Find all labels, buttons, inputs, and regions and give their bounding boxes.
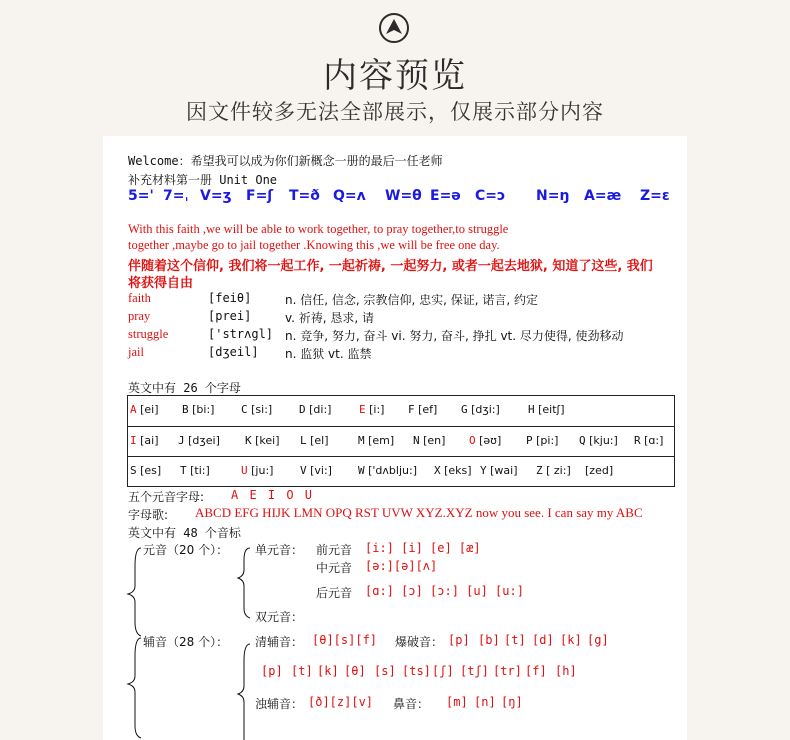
phonemes-heading: 英文中有 48 个音标 <box>128 526 241 540</box>
plosive-ipa: [k] <box>560 633 582 647</box>
alphabet-cell <box>299 403 331 416</box>
letter: Z <box>536 464 543 477</box>
diphthong-label: 双元音： <box>255 610 304 624</box>
sound-map-item: E=ə <box>430 188 461 204</box>
letter-pronunciation: [bi:] <box>188 403 215 416</box>
front-vowel-ipa: [i:] [i] [e] [æ] <box>365 541 481 555</box>
letter: M <box>358 434 365 447</box>
alphabet-row <box>128 396 674 425</box>
vocab-word: struggle <box>128 327 169 341</box>
letter: R <box>634 434 641 447</box>
letter: N <box>413 434 420 447</box>
letter-pronunciation: [ei] <box>136 403 159 416</box>
sound-map-item: 7=ˌ <box>163 188 189 204</box>
alphabet-cell <box>579 434 618 447</box>
song-label: 字母歌: <box>128 508 169 522</box>
english-passage-line-2: together ,maybe go to jail together .Knowing this ,we will be free one day. <box>128 238 500 252</box>
vocab-meaning: n. 竞争, 努力, 奋斗 vi. 努力, 奋斗, 挣扎 vt. 尽力使得, 使劲移动 <box>285 329 624 343</box>
unit-line: 补充材料第一册 Unit One <box>128 173 278 187</box>
alphabet-cell <box>413 434 445 447</box>
letter: L <box>300 434 307 447</box>
letter: C <box>241 403 248 416</box>
letter-pronunciation: [əʊ] <box>475 434 502 447</box>
letter-pronunciation: [dʒei] <box>184 434 220 447</box>
letter: T <box>180 464 187 477</box>
letter-pronunciation: [vi:] <box>306 464 332 477</box>
plosive-ipa: [g] <box>587 633 609 647</box>
monophthong-label: 单元音： <box>255 543 304 557</box>
sound-map-item: T=ð <box>289 188 320 204</box>
vocab-ipa: ['strʌgl] <box>208 327 274 341</box>
sound-map-item: 5=' <box>128 188 154 204</box>
letter-pronunciation: [zed] <box>585 464 614 477</box>
nasal-ipa: [n] <box>474 695 496 709</box>
consonant-ipa: [tr] <box>493 664 522 678</box>
vocab-ipa: [prei] <box>208 309 252 323</box>
back-vowel-label: 后元音 <box>316 586 353 600</box>
consonant-ipa: [s] <box>374 664 396 678</box>
letter-pronunciation: [kju:] <box>585 434 618 447</box>
page-title: 内容预览 <box>323 56 467 96</box>
letter-pronunciation: [ef] <box>414 403 438 416</box>
vocab-ipa: [dʒeil] <box>208 345 259 359</box>
plosive-ipa: [t] <box>504 633 526 647</box>
vocab-word: pray <box>128 309 151 323</box>
consonant-ipa: [p] <box>261 664 283 678</box>
alphabet-cell <box>480 464 518 477</box>
consonant-group-label: 辅音（28 个）： <box>143 635 229 649</box>
front-vowel-label: 前元音 <box>316 543 353 557</box>
alphabet-song: ABCD EFG HIJK LMN OPQ RST UVW XYZ.XYZ now you see. I can say my ABC <box>195 505 643 520</box>
alphabet-cell <box>634 434 663 447</box>
plosive-ipa: [d] <box>532 633 554 647</box>
letter-pronunciation: [di:] <box>305 403 332 416</box>
consonant-ipa: [θ] <box>344 664 366 678</box>
letter: G <box>461 403 468 416</box>
alphabet-cell <box>469 434 501 447</box>
letter-pronunciation: ['dʌblju:] <box>364 464 417 477</box>
alphabet-cell <box>528 403 565 416</box>
letter-pronunciation: [es] <box>136 464 162 477</box>
letter-pronunciation: [dʒi:] <box>467 403 500 416</box>
letter: X <box>434 464 441 477</box>
letter-pronunciation: [em] <box>364 434 395 447</box>
letter-pronunciation: [ti:] <box>186 464 210 477</box>
letter-pronunciation: [eitʃ] <box>534 403 565 416</box>
voiced-ipa: [ð][z][v] <box>308 695 374 709</box>
sound-map-item: A=æ <box>584 188 622 204</box>
sound-map-item: V=ʒ <box>200 188 232 204</box>
letter: K <box>245 434 252 447</box>
sound-map-item: C=ɔ <box>475 188 506 204</box>
sound-map-item: Q=ʌ <box>333 188 366 204</box>
alphabet-cell <box>130 464 161 477</box>
letter: U <box>241 464 248 477</box>
letter: W <box>358 464 365 477</box>
document-preview <box>103 136 687 740</box>
nasal-label: 鼻音： <box>393 697 430 711</box>
sound-map-item: F=ʃ <box>246 188 274 204</box>
consonant-ipa: [k] <box>317 664 339 678</box>
plosive-ipa: [p] <box>448 633 470 647</box>
alphabet-cell <box>536 464 571 477</box>
letter: Q <box>579 434 586 447</box>
plosive-label: 爆破音： <box>395 635 444 649</box>
letter-pronunciation: [si:] <box>247 403 273 416</box>
sound-map-item: N=ŋ <box>536 188 570 204</box>
alphabet-cell <box>408 403 437 416</box>
letter: D <box>299 403 306 416</box>
letter: E <box>359 403 366 416</box>
alphabet-table <box>127 395 675 487</box>
sound-map-item: W=θ <box>385 188 422 204</box>
letter-pronunciation: [pi:] <box>532 434 559 447</box>
mid-vowel-label: 中元音 <box>316 561 353 575</box>
sound-map-item: Z=ɛ <box>640 188 670 204</box>
alphabet-cell <box>180 464 210 477</box>
consonant-ipa: [ts] <box>402 664 431 678</box>
nasal-ipa: [m] <box>446 695 468 709</box>
vowel-letters-label: 五个元音字母: <box>128 490 205 504</box>
letter-pronunciation: [ai] <box>136 434 159 447</box>
letter-pronunciation: [en] <box>419 434 446 447</box>
alphabet-cell <box>434 464 472 477</box>
mid-vowel-ipa: [ə:][ə][ʌ] <box>365 559 438 573</box>
letter: Y <box>480 464 487 477</box>
letters-heading: 英文中有 26 个字母 <box>128 381 241 395</box>
up-arrow-logo-icon <box>378 12 410 44</box>
letter: P <box>526 434 533 447</box>
alphabet-row <box>128 456 674 486</box>
alphabet-row <box>128 426 674 456</box>
alphabet-cell <box>300 464 332 477</box>
nasal-ipa: [ŋ] <box>501 695 523 709</box>
english-passage-line-1: With this faith ,we will be able to work together, to pray together,to struggle <box>128 222 509 236</box>
alphabet-cell <box>461 403 500 416</box>
vocab-meaning: v. 祈祷, 恳求, 请 <box>285 311 375 325</box>
voiceless-label: 清辅音： <box>255 635 304 649</box>
letter-pronunciation: [wai] <box>486 464 518 477</box>
letter: B <box>182 403 189 416</box>
letter: F <box>408 403 415 416</box>
consonant-ipa: [f] <box>525 664 547 678</box>
plosive-ipa: [b] <box>478 633 500 647</box>
page-subtitle: 因文件较多无法全部展示，仅展示部分内容 <box>186 100 604 124</box>
letter: H <box>528 403 535 416</box>
letter-pronunciation: [i:] <box>365 403 385 416</box>
letter-pronunciation: [el] <box>306 434 329 447</box>
letter-pronunciation: [ zi:] <box>542 464 571 477</box>
vocab-word: jail <box>128 345 144 359</box>
alphabet-cell <box>358 434 394 447</box>
letter-pronunciation: [ju:] <box>247 464 274 477</box>
alphabet-cell <box>526 434 558 447</box>
letter: I <box>130 434 137 447</box>
alphabet-cell <box>245 434 280 447</box>
back-vowel-ipa: [ɑ:] [ɔ] [ɔ:] [u] [u:] <box>365 584 524 598</box>
letter-pronunciation: [ɑ:] <box>640 434 664 447</box>
consonant-ipa: [tʃ] <box>460 664 489 678</box>
alphabet-cell <box>130 434 159 447</box>
voiceless-ipa: [θ][s][f] <box>312 633 378 647</box>
vocab-ipa: [feiθ] <box>208 291 252 305</box>
letter: A <box>130 403 137 416</box>
letter: V <box>300 464 307 477</box>
letter: J <box>178 434 185 447</box>
letter: S <box>130 464 137 477</box>
alphabet-cell <box>182 403 214 416</box>
alphabet-cell <box>241 403 272 416</box>
alphabet-cell <box>359 403 384 416</box>
letter-pronunciation: [kei] <box>251 434 280 447</box>
alphabet-cell <box>178 434 220 447</box>
letter-pronunciation: [eks] <box>440 464 472 477</box>
alphabet-cell <box>130 403 159 416</box>
voiced-label: 浊辅音： <box>255 697 304 711</box>
chinese-passage-line-1: 伴随着这个信仰, 我们将一起工作, 一起祈祷, 一起努力, 或者一起去地狱, 知道了这些, 我们 <box>128 259 653 274</box>
consonant-ipa: [h] <box>555 664 577 678</box>
vowel-letters: A E I O U <box>231 488 315 502</box>
vowel-group-label: 元音（20 个）： <box>143 543 229 557</box>
alphabet-cell <box>300 434 329 447</box>
letter: O <box>469 434 476 447</box>
alphabet-cell <box>241 464 273 477</box>
consonant-ipa: [ʃ] <box>432 664 454 678</box>
vocab-meaning: n. 信任, 信念, 宗教信仰, 忠实, 保证, 诺言, 约定 <box>285 293 539 307</box>
alphabet-cell <box>358 464 417 477</box>
chinese-passage-line-2: 将获得自由 <box>128 276 194 291</box>
vocab-meaning: n. 监狱 vt. 监禁 <box>285 347 372 361</box>
consonant-ipa: [t] <box>291 664 313 678</box>
alphabet-cell <box>585 464 613 477</box>
vocab-word: faith <box>128 291 151 305</box>
welcome-line: Welcome：希望我可以成为你们新概念一册的最后一任老师 <box>128 154 443 168</box>
